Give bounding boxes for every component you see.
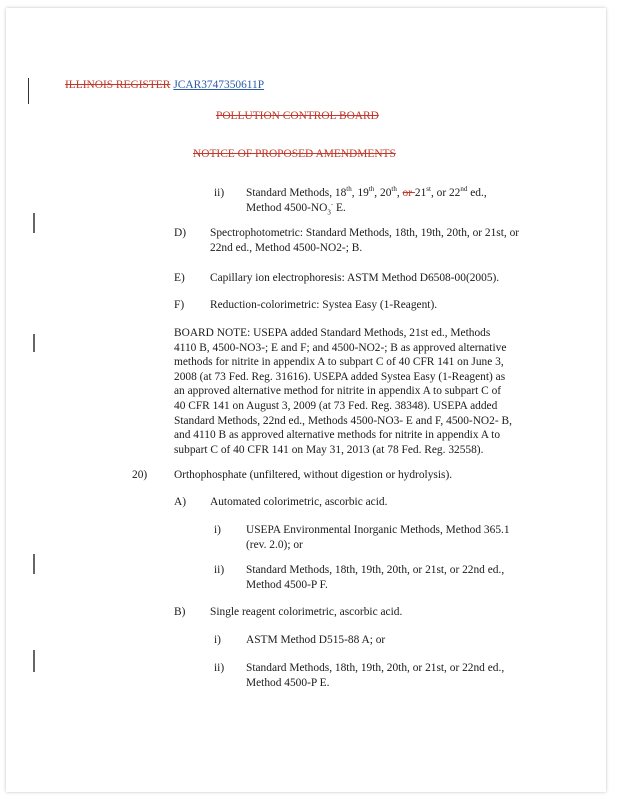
item-label: ii) bbox=[214, 564, 225, 576]
item-label: i) bbox=[214, 524, 221, 536]
margin-marker bbox=[33, 554, 35, 574]
item-text: USEPA Environmental Inorganic Methods, Method 365.1 (rev. 2.0); or bbox=[246, 524, 510, 551]
item-text: Standard Methods, 18th, 19th, 20th, or 21st, or 22nd ed., Method $4500-NO_3^-$ E. bbox=[246, 185, 487, 216]
item-text: Standard Methods, 18th, 19th, 20th, or 21st, or 22nd ed., Method 4500-P F. bbox=[246, 564, 505, 591]
document-page bbox=[6, 8, 606, 792]
item-label: i) bbox=[214, 634, 221, 646]
item-text: Single reagent colorimetric, ascorbic acid. bbox=[210, 606, 403, 618]
item-text: Standard Methods, 18th, 19th, 20th, or 21st, or 22nd ed., Method 4500-P E. bbox=[246, 662, 505, 689]
item-text: Capillary ion electrophoresis: ASTM Method D6508-00(2005). bbox=[210, 272, 500, 284]
change-bar bbox=[28, 78, 29, 104]
item-text: Automated colorimetric, ascorbic acid. bbox=[210, 496, 388, 508]
item-label: A) bbox=[174, 496, 187, 508]
margin-marker bbox=[33, 334, 35, 352]
register-struck: ILLINOIS REGISTER bbox=[65, 79, 171, 91]
board-note: BOARD NOTE: USEPA added Standard Methods, 21st ed., Methods 4110 B, 4500-NO3-; E and F; and 4500-NO2-; B as approved alternative methods for nitrite in appendix A to subpart C of 40 CFR 141 on June 3, 2008 (at 73 Fed. Reg. 31616). USEPA added Systea Easy (1-Reagent) as an approved alternative method for nitrite in appendix A to subpart C of 40 CFR 141 on August 3, 2009 (at 73 Fed. Reg. 38348). USEPA added Standard Methods, 22nd ed., Methods 4500-NO3- E and F, 4500-NO2- B, and 4110 B as approved alternative methods for nitrite in appendix A to subpart C of 40 CFR 141 on May 31, 2013 (at 78 Fed. Reg. 32558). bbox=[174, 327, 512, 456]
margin-marker bbox=[33, 650, 35, 672]
item-text: Orthophosphate (unfiltered, without digestion or hydrolysis). bbox=[174, 469, 453, 481]
board-title: POLLUTION CONTROL BOARD bbox=[216, 110, 379, 122]
item-label: ii) bbox=[214, 662, 225, 674]
item-text: Reduction-colorimetric: Systea Easy (1-Reagent). bbox=[210, 299, 438, 311]
item-label: 20) bbox=[132, 469, 148, 481]
item-label: B) bbox=[174, 606, 186, 618]
notice-title: NOTICE OF PROPOSED AMENDMENTS bbox=[193, 148, 396, 160]
register-header bbox=[65, 78, 264, 93]
item-text: ASTM Method D515-88 A; or bbox=[246, 634, 386, 646]
item-label: D) bbox=[174, 227, 187, 239]
item-label: F) bbox=[174, 299, 185, 311]
margin-marker bbox=[33, 213, 35, 233]
register-new: JCAR3747350611P bbox=[173, 79, 265, 91]
item-label: E) bbox=[174, 272, 185, 284]
item-label: ii) bbox=[214, 187, 225, 199]
item-text: Spectrophotometric: Standard Methods, 18th, 19th, 20th, or 21st, or 22nd ed., Method 4500-NO2-; B. bbox=[210, 227, 520, 254]
